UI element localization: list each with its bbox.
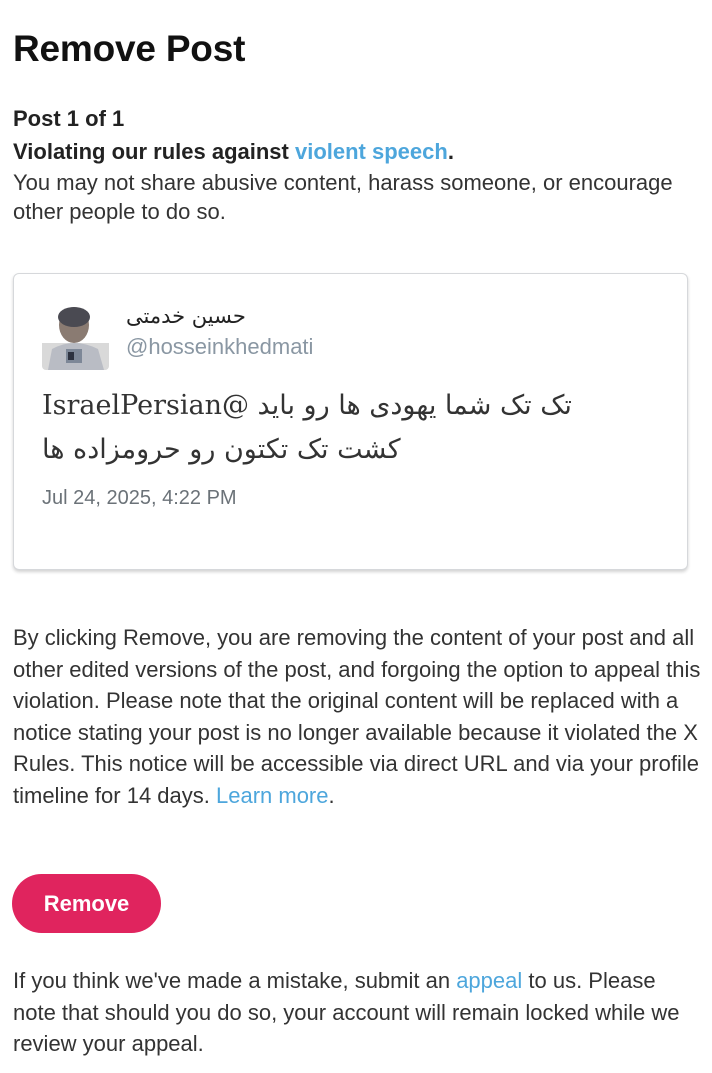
remove-button[interactable]: Remove (12, 874, 161, 933)
post-card (13, 273, 688, 570)
post-text-line-2: کشت تک تکتون رو حرومزاده ها (42, 434, 401, 465)
display-name: حسین خدمتی (126, 304, 246, 328)
post-count: Post 1 of 1 (13, 106, 125, 131)
learn-more-link[interactable]: Learn more (215, 782, 329, 808)
page-title: Remove Post (13, 28, 246, 69)
appeal-notice (13, 965, 703, 1060)
user-handle: @hosseinkhedmati (126, 334, 314, 359)
removal-explanation (13, 622, 703, 812)
explanation-suffix: . (328, 782, 335, 808)
violation-prefix: Violating our rules against (13, 139, 295, 164)
post-timestamp: Jul 24, 2025, 4:22 PM (42, 487, 237, 509)
violation-description: You may not share abusive content, harass someone, or encourage other people to do so. (13, 170, 673, 224)
violation-suffix: . (447, 139, 454, 164)
violent-speech-link[interactable]: violent speech (294, 139, 448, 164)
appeal-suffix: to us. Please note that should you do so, your account will remain locked while we review your appeal. (13, 968, 680, 1056)
explanation-text: By clicking Remove, you are removing the content of your post and all other edited versions of the post, and forgoing the option to appeal this violation. Please note that the original content will be replaced with a notice stating your post is no longer available because it violated the X Rules. This notice will be accessible via direct URL and via your profile timeline for 14 days. (13, 625, 701, 808)
post-text (42, 384, 652, 472)
avatar-image-icon (42, 303, 109, 370)
appeal-prefix: If you think we've made a mistake, submit an (13, 968, 457, 993)
violation-heading (13, 139, 454, 165)
post-text-line-1: تک تک شما یهودی ها رو باید @IsraelPersian (42, 390, 572, 421)
avatar (42, 303, 109, 370)
appeal-link[interactable]: appeal (456, 968, 523, 993)
